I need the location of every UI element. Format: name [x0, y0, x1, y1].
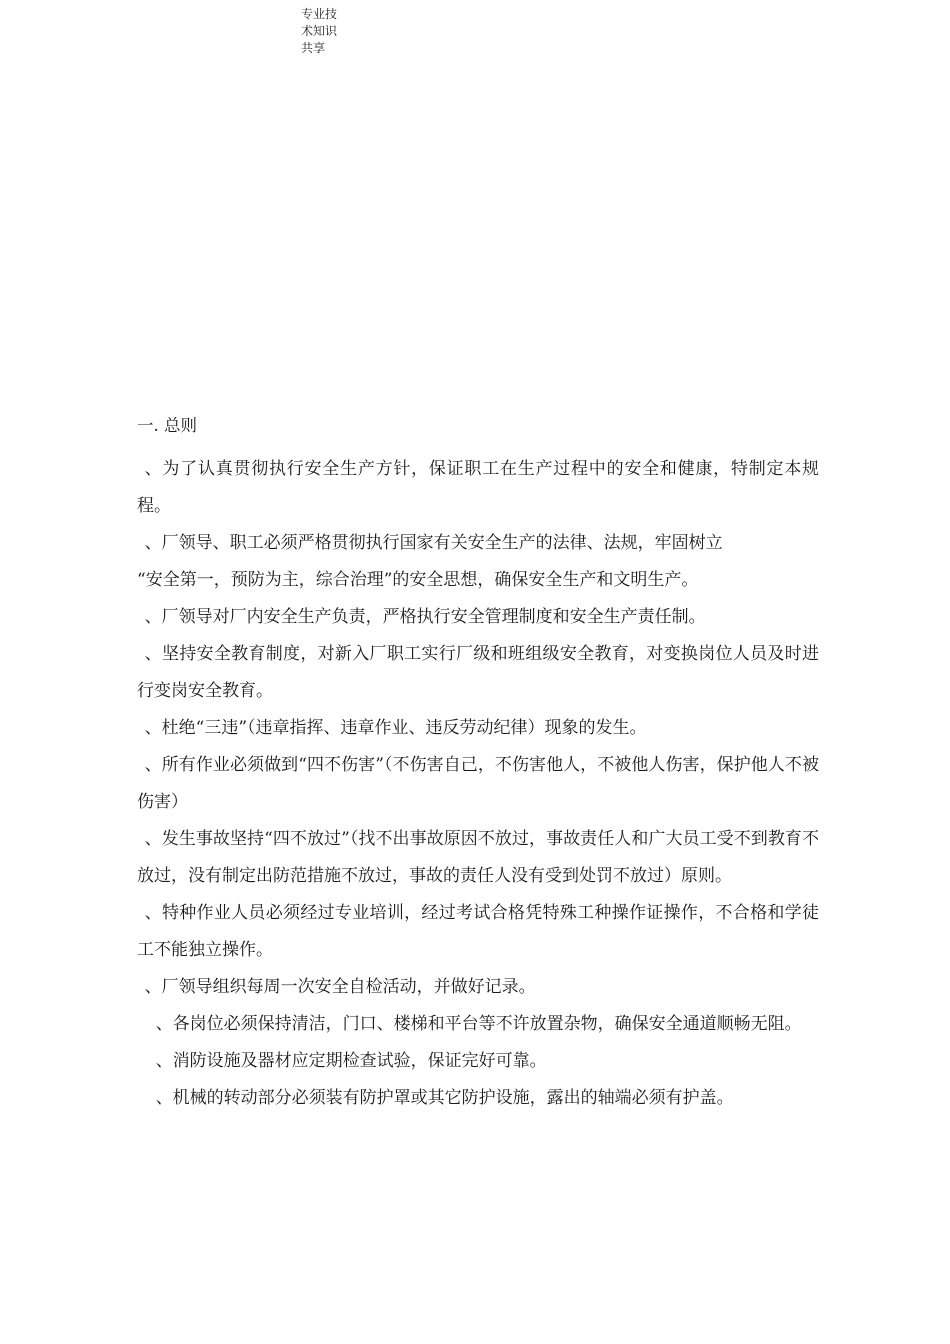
section-title: 一. 总则	[137, 416, 197, 435]
clause-1: 、为了认真贯彻执行安全生产方针，保证职工在生产过程中的安全和健康，特制定本规程。	[137, 459, 819, 516]
clause-11: 、消防设施及器材应定期检查试验，保证完好可靠。	[155, 1051, 547, 1071]
header-note	[301, 6, 349, 57]
header-note-line: 术知识	[301, 24, 338, 38]
clause-2: 、厂领导、职工必须严格贯彻执行国家有关安全生产的法律、法规，牢固树立	[144, 533, 723, 553]
clause-7: 、发生事故坚持“四不放过”（找不出事故原因不放过，事故责任人和广大员工受不到教育不放过，没有制定出防范措施不放过，事故的责任人没有受到处罚不放过）原则。	[137, 829, 819, 886]
header-note-line: 专业技	[301, 7, 338, 21]
clause-10: 、各岗位必须保持清洁，门口、楼梯和平台等不许放置杂物，确保安全通道顺畅无阻。	[155, 1014, 802, 1034]
clause-5: 、杜绝“三违”（违章指挥、违章作业、违反劳动纪律）现象的发生。	[144, 718, 647, 738]
clause-12: 、机械的转动部分必须装有防护罩或其它防护设施，露出的轴端必须有护盖。	[155, 1088, 734, 1108]
header-note-line: 共享	[301, 41, 326, 55]
clause-8: 、特种作业人员必须经过专业培训，经过考试合格凭特殊工种操作证操作，不合格和学徒工不能独立操作。	[137, 903, 819, 960]
clause-6: 、所有作业必须做到“四不伤害”（不伤害自己，不伤害他人，不被他人伤害，保护他人不被伤害）	[137, 755, 819, 812]
clause-3: 、厂领导对厂内安全生产负责，严格执行安全管理制度和安全生产责任制。	[144, 607, 706, 627]
clause-9: 、厂领导组织每周一次安全自检活动，并做好记录。	[144, 977, 536, 997]
document-body	[137, 413, 819, 1117]
clause-4: 、坚持安全教育制度，对新入厂职工实行厂级和班组级安全教育，对变换岗位人员及时进行变岗安全教育。	[137, 644, 819, 701]
clause-2-continuation: “安全第一，预防为主，综合治理”的安全思想，确保安全生产和文明生产。	[137, 570, 699, 590]
